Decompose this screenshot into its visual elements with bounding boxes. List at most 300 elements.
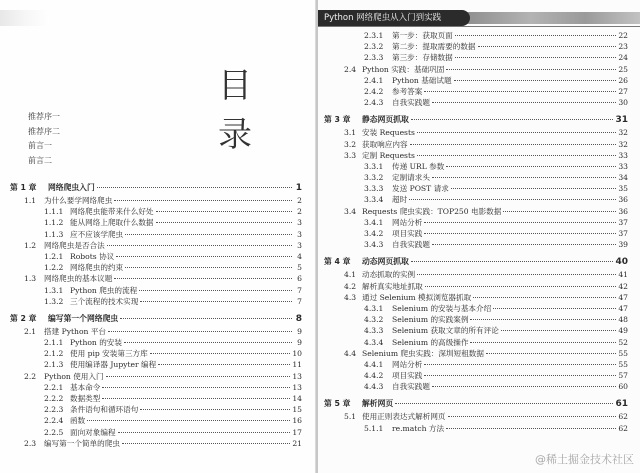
toc-entry-page: 41 [618,270,628,280]
toc-entry-chapter [10,181,302,195]
toc-dot-leader [102,398,290,399]
toc-entry-number: 1.3.2 [44,296,64,306]
toc-entry-page: 39 [618,240,628,250]
toc-entry-section [10,326,302,337]
toc-entry-sub [324,217,628,228]
toc-entry-sub [324,370,628,381]
toc-entry-section [324,150,628,161]
toc-list-right [324,30,628,434]
toc-entry-title: 动态网页抓取 [362,257,409,267]
toc-dot-leader [454,80,617,81]
front-matter-item: 推荐序二 [28,126,60,136]
toc-entry-sub [10,393,302,404]
toc-entry-title: 面向对象编程 [70,427,116,437]
running-header [318,10,640,26]
toc-entry-number: 3.4 [344,206,357,216]
toc-entry-title: 定制 Requests [362,150,415,160]
toc-entry-title: 静态网页抓取 [362,115,409,125]
toc-entry-number: 4.2 [344,281,357,291]
toc-entry-number: 第 3 章 [324,115,351,125]
left-page [0,0,316,473]
toc-entry-title: 数据类型 [70,394,101,403]
toc-entry-sub [324,75,628,86]
toc-entry-page: 2 [297,207,302,217]
toc-dot-leader [432,386,616,387]
toc-dot-leader [424,364,616,365]
toc-entry-title: 编写第一个网络爬虫 [48,313,119,323]
toc-dot-leader [120,318,292,319]
toc-entry-sub [10,337,302,348]
toc-entry-page: 33 [618,161,628,171]
toc-entry-title: 网络爬虫的基本议题 [44,274,113,284]
toc-dot-leader [432,102,616,103]
toc-entry-sub [10,229,302,240]
toc-dot-leader [114,278,292,279]
toc-dot-leader [118,432,291,433]
toc-entry-page: 10 [292,349,302,359]
toc-entry-title: Selenium 的实践案例 [392,315,469,325]
toc-entry-title: 传递 URL 参数 [392,161,445,171]
toc-entry-sub [324,41,628,52]
toc-entry-number: 4.3.4 [364,337,384,347]
toc-dot-leader [501,330,617,331]
toc-entry-page: 17 [292,427,302,437]
toc-entry-section [324,281,628,292]
toc-entry-title: 网络爬虫能带来什么好处 [70,207,154,217]
toc-entry-title: 函数 [70,416,86,426]
toc-entry-title: 第二步：提取需要的数据 [392,42,476,52]
front-matter-item: 前言二 [28,155,52,165]
toc-dot-leader [125,234,292,235]
toc-entry-section [10,240,302,251]
toc-list-left [10,176,302,449]
toc-entry-number: 3.3.4 [364,195,384,205]
toc-entry-number: 3.1 [344,128,357,138]
toc-entry-sub [324,359,628,370]
toc-dot-leader [395,403,613,404]
toc-entry-page: 24 [618,53,628,63]
toc-entry-title: 定制请求头 [392,173,430,183]
toc-entry-sub [10,404,302,415]
toc-dot-leader [139,290,292,291]
toc-entry-title: re.match 方法 [392,423,445,433]
right-page [318,0,640,473]
toc-dot-leader [156,211,292,212]
toc-entry-sub [10,415,302,426]
toc-entry-title: Python 使用入门 [44,371,104,381]
toc-dot-leader [411,261,614,262]
toc-dot-leader [410,144,617,145]
toc-entry-page: 1 [295,183,302,193]
toc-entry-number: 2.3.2 [364,42,384,52]
toc-entry-title: Python 实践：基础巩固 [362,64,445,74]
toc-entry-page: 3 [297,240,302,250]
toc-entry-number: 2.2.1 [44,382,64,392]
toc-entry-section [10,273,302,284]
toc-entry-number: 3.3.3 [364,184,384,194]
toc-dot-leader [446,166,616,167]
toc-entry-page: 27 [618,86,628,96]
toc-entry-page: 33 [618,150,628,160]
toc-entry-number: 2.2.5 [44,427,64,437]
toc-entry-number: 5.1.1 [364,423,384,433]
toc-entry-page: 57 [618,371,628,381]
toc-entry-number: 1.2 [24,240,37,250]
toc-dot-leader [125,267,292,268]
toc-entry-number: 2.4.1 [364,75,384,85]
toc-entry-number: 4.4.2 [364,371,384,381]
toc-dot-leader [124,342,292,343]
toc-dot-leader [424,91,616,92]
toc-entry-sub [324,30,628,41]
toc-entry-page: 40 [615,257,628,268]
toc-dot-leader [455,35,617,36]
toc-entry-page: 2 [297,196,302,205]
toc-entry-sub [324,161,628,172]
toc-entry-number: 3.3.1 [364,161,384,171]
toc-entry-sub [10,382,302,393]
toc-entry-sub [324,194,628,205]
toc-entry-chapter [324,255,628,269]
toc-entry-title: 应不应该学爬虫 [70,229,124,239]
toc-dot-leader [156,222,292,223]
toc-entry-number: 1.1 [24,196,37,205]
toc-entry-title: 第三步：存储数据 [392,53,453,63]
toc-entry-number: 2.2 [24,371,37,381]
toc-entry-number: 2.1.3 [44,360,64,370]
toc-entry-title: Selenium 获取文章的所有评论 [392,326,499,336]
toc-entry-page: 22 [618,31,628,40]
toc-entry-number: 4.1 [344,270,357,280]
toc-entry-page: 9 [297,338,302,348]
front-matter-item: 前言一 [28,141,52,150]
toc-dot-leader [470,319,616,320]
toc-entry-sub [324,381,628,392]
toc-entry-page: 37 [618,217,628,227]
toc-dot-leader [107,245,292,246]
toc-dot-leader [106,376,291,377]
toc-entry-title: Python 的安装 [70,338,122,348]
toc-entry-number: 2.1 [24,326,37,336]
toc-entry-page: 14 [292,394,302,403]
toc-entry-title: 安装 Requests [362,128,415,138]
toc-entry-page: 61 [615,399,628,410]
toc-entry-page: 8 [295,313,302,324]
toc-entry-section [324,411,628,422]
toc-entry-number: 3.3.2 [364,173,384,183]
toc-entry-page: 7 [297,296,302,306]
toc-entry-number: 2.4 [344,64,357,74]
toc-dot-leader [409,199,616,200]
toc-entry-sub [10,251,302,262]
toc-dot-leader [417,132,616,133]
watermark: @稀土掘金技术社区 [535,453,634,466]
toc-entry-page: 62 [618,412,628,422]
toc-dot-leader [424,375,616,376]
toc-entry-sub [324,325,628,336]
toc-dot-leader [455,57,617,58]
toc-dot-leader [114,200,292,201]
toc-entry-title: 获取响应内容 [362,139,408,149]
toc-entry-title: 条件语句和循环语句 [70,405,139,415]
toc-entry-title: Requests 爬虫实践：TOP250 电影数据 [362,206,502,216]
toc-entry-page: 16 [292,416,302,426]
toc-entry-page: 36 [618,206,628,216]
toc-entry-number: 4.3 [344,292,357,302]
toc-entry-title: 基本命令 [70,382,101,392]
toc-entry-page: 26 [618,75,628,85]
toc-entry-page: 3 [297,218,302,228]
toc-entry-number: 第 5 章 [324,399,351,409]
toc-entry-title: 为什么要学网络爬虫 [44,196,113,205]
toc-entry-title: 自我实践题 [392,240,430,250]
toc-entry-title: 编写第一个简单的爬虫 [44,438,120,448]
toc-entry-number: 2.3 [24,438,37,448]
toc-entry-title: 通过 Selenium 模拟浏览器抓取 [362,292,472,302]
toc-entry-page: 47 [618,303,628,313]
toc-entry-page: 11 [292,360,302,370]
toc-entry-number: 2.3.3 [364,53,384,63]
toc-entry-number: 1.1.1 [44,207,64,217]
toc-entry-title: 超时 [392,195,408,205]
toc-entry-title: Python 爬虫的流程 [70,285,138,295]
toc-entry-number: 4.4 [344,348,357,358]
toc-entry-number: 4.4.1 [364,359,384,369]
toc-entry-section [324,348,628,359]
toc-entry-chapter [324,397,628,411]
front-matter-list [28,110,60,168]
toc-dot-leader [150,353,291,354]
toc-entry-page: 13 [292,382,302,392]
toc-entry-sub [324,97,628,108]
toc-entry-page: 48 [618,315,628,325]
toc-dot-leader [411,119,614,120]
toc-entry-title: Robots 协议 [70,251,115,261]
toc-entry-number: 2.2.3 [44,405,64,415]
toc-entry-page: 7 [297,285,302,295]
toc-entry-sub [324,52,628,63]
toc-entry-title: 网络爬虫入门 [48,183,95,192]
toc-entry-number: 4.3.3 [364,326,384,336]
toc-entry-page: 52 [618,337,628,347]
toc-entry-section [324,127,628,138]
toc-entry-sub [10,262,302,273]
toc-entry-number: 1.2.2 [44,263,64,273]
toc-entry-sub [324,303,628,314]
toc-dot-leader [473,297,616,298]
toc-entry-title: 使用正则表达式解析网页 [362,412,446,422]
toc-dot-leader [97,187,292,188]
toc-entry-title: 项目实践 [392,371,423,381]
toc-entry-page: 6 [297,274,302,284]
toc-entry-title: 能从网络上爬取什么数据 [70,218,154,228]
toc-entry-page: 23 [618,42,628,52]
toc-entry-section [10,371,302,382]
toc-dot-leader [140,301,292,302]
toc-entry-title: 自我实践题 [392,98,430,108]
toc-entry-page: 32 [618,128,628,138]
toc-entry-sub [10,285,302,296]
toc-entry-page: 21 [292,438,302,448]
toc-entry-page: 25 [618,64,628,74]
running-header-rule [318,26,640,27]
toc-dot-leader [432,177,616,178]
toc-dot-leader [102,387,290,388]
toc-entry-title: 参考答案 [392,86,423,96]
toc-dot-leader [446,428,616,429]
toc-entry-page: 60 [618,382,628,392]
toc-dot-leader [478,46,617,47]
toc-dot-leader [503,211,616,212]
toc-entry-number: 2.3.1 [364,31,384,40]
toc-entry-number: 3.2 [344,139,357,149]
toc-entry-number: 1.1.3 [44,229,64,239]
toc-entry-section [324,269,628,280]
toc-entry-title: 项目实践 [392,229,423,238]
toc-entry-title: 解析真实地址抓取 [362,281,423,291]
toc-entry-page: 62 [618,423,628,433]
toc-entry-title: 网站分析 [392,359,423,369]
toc-entry-page: 47 [618,292,628,302]
running-header-title: Python 网络爬虫从入门到实践 [318,10,470,26]
toc-entry-page: 3 [297,229,302,239]
front-matter-item: 推荐序一 [28,112,60,121]
toc-entry-title: Selenium 的高级操作 [392,337,469,347]
toc-entry-sub [10,348,302,359]
toc-entry-page: 55 [618,359,628,369]
toc-entry-title: 网络爬虫的约束 [70,263,124,273]
toc-dot-leader [424,233,616,234]
toc-dot-leader [158,364,290,365]
toc-entry-page: 42 [618,281,628,291]
toc-entry-page: 5 [297,263,302,273]
toc-entry-number: 1.2.1 [44,251,64,261]
toc-entry-page: 15 [292,405,302,415]
toc-entry-number: 3.3 [344,150,357,160]
toc-entry-sub [10,217,302,228]
toc-entry-sub [10,206,302,217]
toc-entry-number: 1.3 [24,274,37,284]
toc-entry-page: 35 [618,184,628,194]
toc-entry-section [324,292,628,303]
toc-entry-number: 第 4 章 [324,257,351,267]
toc-entry-section [10,195,302,206]
toc-entry-number: 2.1.2 [44,349,64,359]
toc-entry-title: 解析网页 [362,399,394,409]
toc-entry-sub [324,86,628,97]
toc-entry-title: Python 基础试题 [392,75,452,85]
toc-entry-number: 2.4.2 [364,86,384,96]
running-header-bar [458,12,640,24]
toc-entry-number: 1.1.2 [44,218,64,228]
toc-entry-number: 4.3.2 [364,315,384,325]
toc-entry-sub [10,427,302,438]
toc-entry-number: 4.4.3 [364,382,384,392]
toc-entry-number: 2.4.3 [364,98,384,108]
toc-entry-number: 2.2.2 [44,394,64,403]
toc-entry-sub [324,337,628,348]
toc-entry-page: 13 [292,371,302,381]
toc-entry-title: 发送 POST 请求 [392,184,449,194]
toc-entry-number: 第 1 章 [10,183,37,192]
toc-entry-section [324,64,628,75]
toc-dot-leader [424,222,616,223]
toc-entry-number: 第 2 章 [10,313,37,323]
toc-entry-chapter [324,113,628,127]
scan-smudge [0,10,50,26]
toc-dot-leader [448,416,617,417]
toc-dot-leader [87,420,290,421]
toc-dot-leader [417,155,616,156]
toc-dot-leader [116,256,292,257]
toc-entry-sub [324,228,628,239]
toc-dot-leader [122,443,290,444]
toc-entry-number: 3.4.3 [364,240,384,250]
toc-entry-sub [324,314,628,325]
toc-entry-chapter [10,312,302,326]
toc-entry-sub [324,183,628,194]
toc-entry-sub [324,172,628,183]
toc-dot-leader [432,244,616,245]
toc-entry-sub [10,296,302,307]
toc-entry-title: Selenium 的安装与基本介绍 [392,303,492,313]
toc-entry-number: 4.3.1 [364,303,384,313]
toc-entry-page: 4 [297,251,302,261]
toc-dot-leader [493,308,616,309]
toc-entry-number: 3.4.2 [364,229,384,238]
toc-entry-sub [10,359,302,370]
toc-entry-page: 49 [618,326,628,336]
toc-entry-number: 2.2.4 [44,416,64,426]
toc-dot-leader [140,409,290,410]
toc-entry-title: 搭建 Python 平台 [44,326,107,336]
toc-entry-page: 36 [618,195,628,205]
toc-entry-number: 2.1.1 [44,338,64,348]
toc-entry-number: 5.1 [344,412,357,422]
toc-entry-title: 三个流程的技术实现 [70,296,139,306]
toc-entry-title: 网络爬虫是否合法 [44,240,105,250]
toc-dot-leader [486,353,616,354]
toc-entry-page: 55 [618,348,628,358]
toc-entry-number: 1.3.1 [44,285,64,295]
toc-entry-page: 30 [618,98,628,108]
toc-entry-title: 使用 pip 安装第三方库 [70,349,148,359]
toc-dot-leader [108,331,292,332]
toc-dot-leader [425,286,617,287]
toc-entry-title: 使用编译器 Jupyter 编程 [70,360,157,370]
toc-entry-page: 32 [618,139,628,149]
toc-dot-leader [446,69,616,70]
toc-dot-leader [470,342,616,343]
toc-entry-page: 31 [615,115,628,126]
toc-entry-number: 3.4.1 [364,217,384,227]
toc-title: 目 录 [218,66,272,155]
toc-entry-section [324,206,628,217]
toc-entry-sub [324,423,628,434]
toc-entry-page: 37 [618,229,628,238]
toc-entry-page: 9 [297,326,302,336]
toc-entry-section [324,139,628,150]
toc-entry-sub [324,239,628,250]
toc-dot-leader [417,274,616,275]
toc-entry-title: 自我实践题 [392,382,430,392]
toc-entry-title: Selenium 爬虫实践：深圳短租数据 [362,348,484,358]
toc-entry-section [10,438,302,449]
toc-dot-leader [451,188,617,189]
toc-entry-title: 动态抓取的实例 [362,270,416,280]
toc-entry-title: 网站分析 [392,217,423,227]
toc-entry-title: 第一步：获取页面 [392,31,453,40]
